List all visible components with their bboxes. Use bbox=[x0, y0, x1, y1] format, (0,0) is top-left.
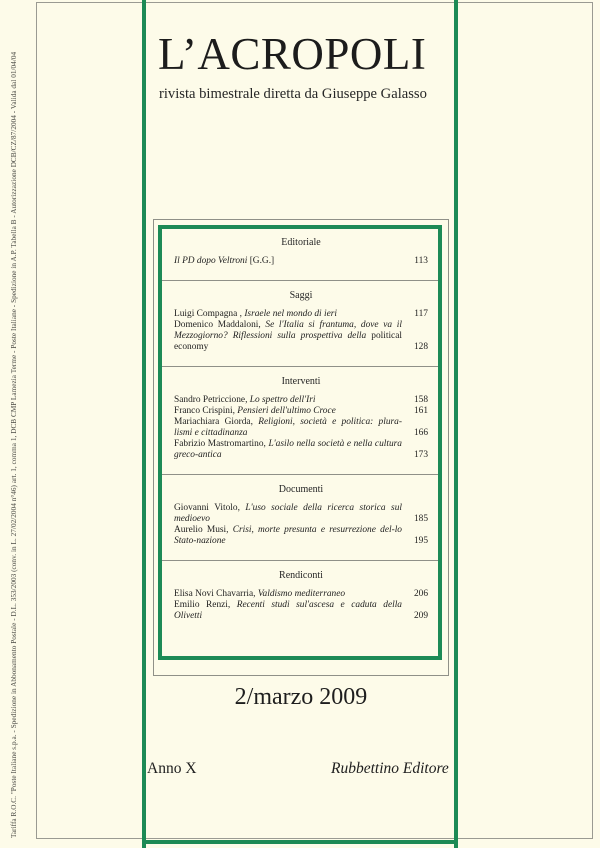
entry-text bbox=[174, 406, 410, 417]
toc-entry bbox=[174, 589, 428, 600]
entry-title: Se l'Italia si frantuma, dove va il Mezzogiorno? Riflessioni sulla prospettiva della bbox=[174, 320, 403, 341]
entry-author: Aurelio Musi, bbox=[174, 525, 233, 535]
entry-author: Giovanni Vitolo, bbox=[174, 503, 246, 513]
entry-text bbox=[174, 395, 410, 406]
entry-text bbox=[174, 256, 410, 267]
entry-page: 158 bbox=[413, 395, 428, 405]
subtitle: rivista bimestrale diretta da Giuseppe Galasso bbox=[159, 86, 427, 102]
entry-text bbox=[174, 525, 410, 547]
entry-title: Religioni, società e politica: plura-lismi e cittadinanza bbox=[174, 417, 402, 438]
entry-title: Il PD dopo Veltroni bbox=[174, 256, 248, 266]
entry-page: 185 bbox=[413, 514, 428, 524]
entry-text bbox=[174, 503, 410, 525]
spine-text: Tariffa R.O.C. "Poste Italiane s.p.a. - Spedizione in Abbonamento Postale - D.L. 353/2003 (conv. in L. 27/02/2004 n°46) art. 1, comma 1, DCB CMP Lamezia Terme - Poste Italiane - Spedizione in A.P. Tabella B - Autorizzazione DCB/CZ/87/2004 - Valida dal 01/04/04 bbox=[10, 51, 18, 838]
entry-author: Emilio Renzi, bbox=[174, 600, 237, 610]
entry-author: Franco Crispini, bbox=[174, 406, 238, 416]
entry-text bbox=[174, 417, 410, 439]
entry-text bbox=[174, 589, 410, 600]
section-title-documenti: Documenti bbox=[278, 484, 324, 495]
entry-title: Israele nel mondo di ieri bbox=[244, 309, 338, 319]
toc-entry bbox=[174, 417, 428, 439]
toc-entry bbox=[174, 406, 428, 417]
issue-number: 2/marzo 2009 bbox=[234, 684, 368, 710]
entry-title: L'uso sociale della ricerca storica sul medioevo bbox=[174, 503, 402, 524]
entry-page: 161 bbox=[413, 406, 428, 416]
entry-page: 195 bbox=[413, 536, 428, 546]
entry-title: L'asilo nella società e nella cultura greco-antica bbox=[174, 439, 402, 460]
toc-entry bbox=[174, 395, 428, 406]
entry-text bbox=[174, 439, 410, 461]
entry-page: 206 bbox=[413, 589, 428, 599]
entry-text bbox=[174, 600, 410, 622]
toc-entry bbox=[174, 256, 428, 267]
table-of-contents bbox=[158, 225, 442, 660]
entry-page: 166 bbox=[413, 428, 428, 438]
green-base bbox=[142, 840, 458, 844]
toc-entry bbox=[174, 309, 428, 320]
toc-entry bbox=[174, 320, 428, 353]
entry-page: 128 bbox=[413, 342, 428, 352]
entry-title: Lo spettro dell'Iri bbox=[249, 395, 316, 405]
entry-note: [G.G.] bbox=[247, 256, 275, 266]
entry-page: 113 bbox=[414, 256, 428, 266]
section-title-saggi: Saggi bbox=[289, 290, 313, 301]
section-title-rendiconti: Rendiconti bbox=[279, 570, 323, 581]
spine-legal-notice bbox=[2, 8, 26, 838]
entry-title: Crisi, morte presunta e resurrezione del-lo Stato-nazione bbox=[174, 525, 402, 546]
entry-page: 209 bbox=[413, 611, 428, 621]
entry-text bbox=[174, 309, 410, 320]
entry-note: political economy bbox=[174, 331, 402, 352]
entry-page: 117 bbox=[414, 309, 428, 319]
entry-title: Recenti studi sul'ascesa e caduta della Olivetti bbox=[174, 600, 402, 621]
entry-author: Fabrizio Mastromartino, bbox=[174, 439, 269, 449]
entry-page: 173 bbox=[413, 450, 428, 460]
toc-entry bbox=[174, 503, 428, 525]
toc-entry bbox=[174, 439, 428, 461]
volume-year: Anno X bbox=[147, 760, 197, 777]
entry-author: Sandro Petriccione, bbox=[174, 395, 250, 405]
toc-entry bbox=[174, 525, 428, 547]
publisher-name: Rubbettino Editore bbox=[331, 760, 449, 777]
masthead: L’ACROPOLI bbox=[158, 29, 427, 79]
toc-entry bbox=[174, 600, 428, 622]
entry-author: Elisa Novi Chavarria, bbox=[174, 589, 258, 599]
section-title-editoriale: Editoriale bbox=[281, 237, 321, 248]
entry-title: Pensieri dell'ultimo Croce bbox=[237, 406, 336, 416]
section-title-interventi: Interventi bbox=[281, 376, 321, 387]
entry-author: Luigi Compagna , bbox=[174, 309, 245, 319]
entry-text bbox=[174, 320, 410, 353]
entry-author: Mariachiara Giorda, bbox=[174, 417, 259, 427]
entry-title: Valdismo mediterraneo bbox=[257, 589, 346, 599]
entry-author: Domenico Maddaloni, bbox=[174, 320, 266, 330]
